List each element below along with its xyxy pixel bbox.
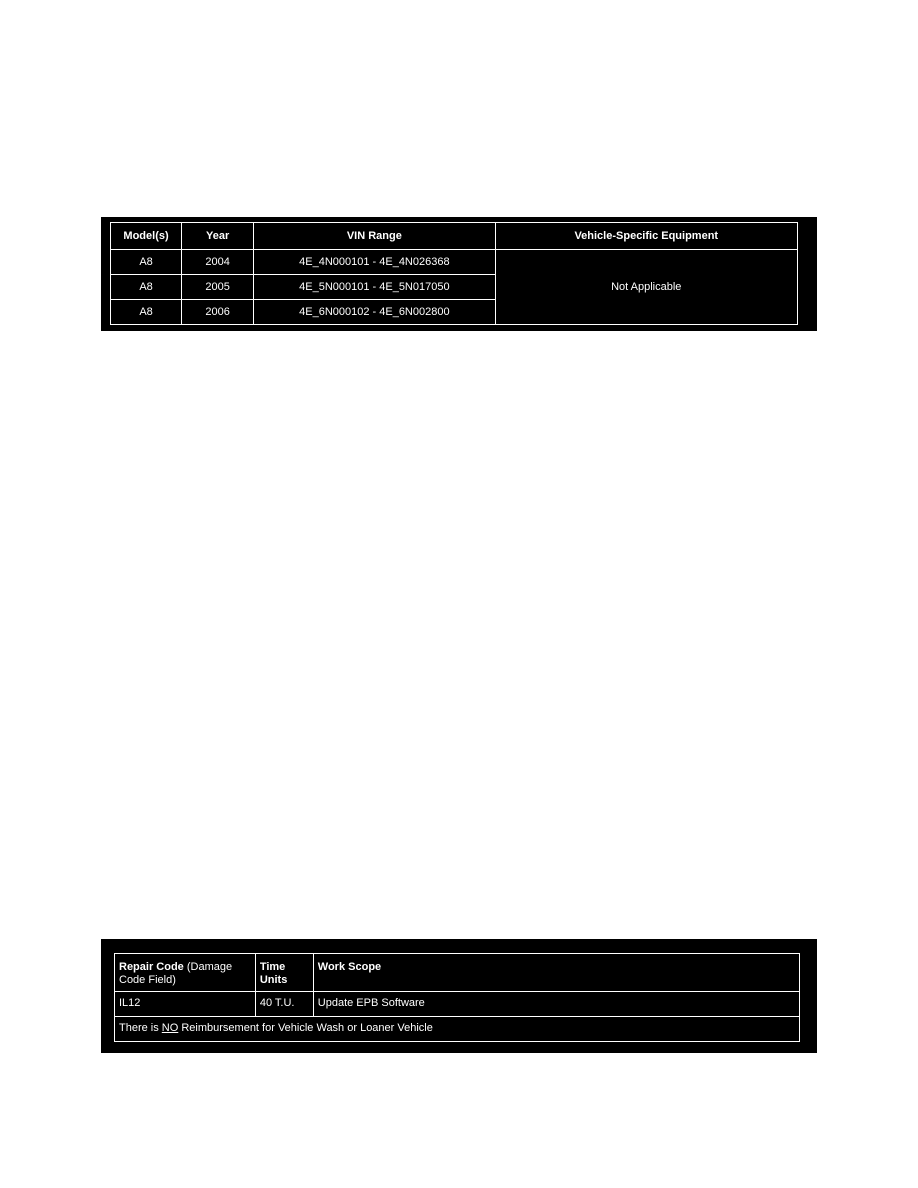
vin-range-cell: 4E_4N000101 - 4E_4N026368 [254,250,495,275]
repair-table-header-row [115,954,800,992]
table-row [111,250,798,275]
damage-code-field-label: (Damage Code Field) [119,961,233,986]
year-cell: 2004 [182,250,254,275]
header-work-scope: Work Scope [313,954,799,992]
vin-range-cell: 4E_6N000102 - 4E_6N002800 [254,300,495,325]
work-scope-cell: Update EPB Software [313,992,799,1017]
header-repair-code [115,954,256,992]
note-prefix: There is [119,1022,162,1034]
header-vehicle-specific-equipment: Vehicle-Specific Equipment [495,223,797,250]
vin-range-panel [101,217,817,331]
header-models: Model(s) [111,223,182,250]
header-vin-range: VIN Range [254,223,495,250]
model-cell: A8 [111,275,182,300]
note-emphasis: NO [161,1022,179,1034]
table-row [115,992,800,1017]
time-units-cell: 40 T.U. [255,992,313,1017]
year-cell: 2005 [182,275,254,300]
model-cell: A8 [111,300,182,325]
repair-code-label: Repair Code [119,961,184,973]
reimbursement-note [115,1017,800,1042]
header-year: Year [182,223,254,250]
header-time-units: Time Units [255,954,313,992]
year-cell: 2006 [182,300,254,325]
vin-range-table [110,222,798,325]
model-cell: A8 [111,250,182,275]
equipment-cell: Not Applicable [495,250,797,325]
reimbursement-note-row [115,1017,800,1042]
note-suffix: Reimbursement for Vehicle Wash or Loaner Vehicle [178,1022,433,1034]
vin-range-cell: 4E_5N000101 - 4E_5N017050 [254,275,495,300]
repair-code-panel [101,939,817,1053]
vin-table-header-row [111,223,798,250]
repair-code-table [114,953,800,1042]
repair-code-cell: IL12 [115,992,256,1017]
